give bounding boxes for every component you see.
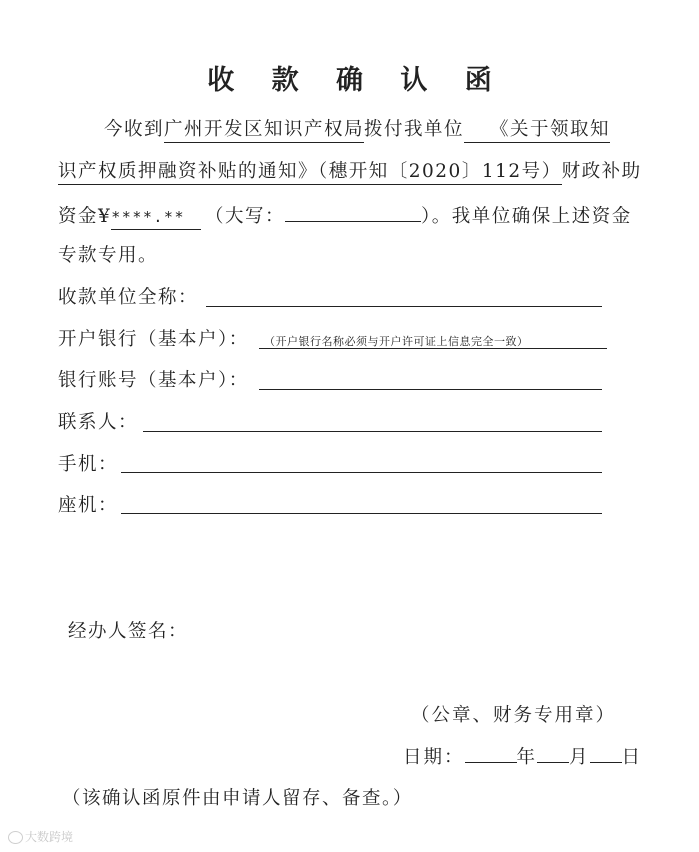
contact-field[interactable] [143, 431, 602, 432]
paragraph-line-2 [58, 159, 642, 185]
received-text: 今收到 [104, 119, 165, 140]
month-label: 月 [569, 747, 590, 768]
watermark-text: 大数跨境 [25, 830, 74, 844]
day-label: 日 [621, 747, 643, 768]
fund-label: 资金¥ [58, 206, 112, 227]
signer-label: 经办人签名： [68, 621, 189, 642]
bank-label: 开户银行（基本户）： [58, 329, 249, 350]
payee-label: 收款单位全称： [58, 287, 199, 308]
allocate-text: 拨付我单位 [364, 119, 465, 140]
account-field[interactable] [259, 389, 602, 390]
retention-note: （该确认函原件由申请人留存、备查。） [62, 788, 413, 809]
watermark [8, 828, 73, 845]
paragraph-line-4 [58, 243, 158, 269]
month-blank[interactable] [537, 742, 569, 763]
notice-title-part1: 《关于领取知 [464, 118, 610, 143]
day-blank[interactable] [590, 742, 622, 763]
paragraph-line-1 [104, 117, 610, 143]
mobile-label: 手机： [58, 454, 119, 475]
bank-hint: （开户银行名称必须与开户许可证上信息完全一致） [264, 335, 529, 348]
landline-field[interactable] [121, 513, 602, 514]
subsidy-text: 财政补助 [561, 161, 642, 182]
landline-label: 座机： [58, 495, 119, 516]
ensure-text: ）。我单位确保上述资金 [421, 206, 632, 227]
seal-label: （公章、财务专用章） [411, 705, 617, 726]
capital-label: （大写： [205, 206, 286, 227]
document-title: 收 款 确 认 函 [207, 65, 506, 96]
amount-value: ****.** [111, 205, 201, 230]
payee-field[interactable] [206, 306, 602, 307]
watermark-logo-icon [8, 831, 23, 844]
account-label: 银行账号（基本户）： [58, 370, 249, 391]
date-line [403, 742, 642, 769]
year-label: 年 [516, 747, 538, 768]
notice-title-part2: 识产权质押融资补贴的通知》（穗开知〔2020〕112号） [58, 160, 562, 185]
date-label: 日期： [403, 747, 465, 768]
dedicated-use-text: 专款专用。 [58, 245, 159, 266]
contact-label: 联系人： [58, 412, 139, 433]
capital-amount-blank[interactable] [285, 201, 421, 222]
year-blank[interactable] [465, 742, 517, 763]
paragraph-line-3 [58, 201, 632, 227]
mobile-field[interactable] [121, 472, 602, 473]
payer-name: 广州开发区知识产权局 [164, 118, 364, 143]
